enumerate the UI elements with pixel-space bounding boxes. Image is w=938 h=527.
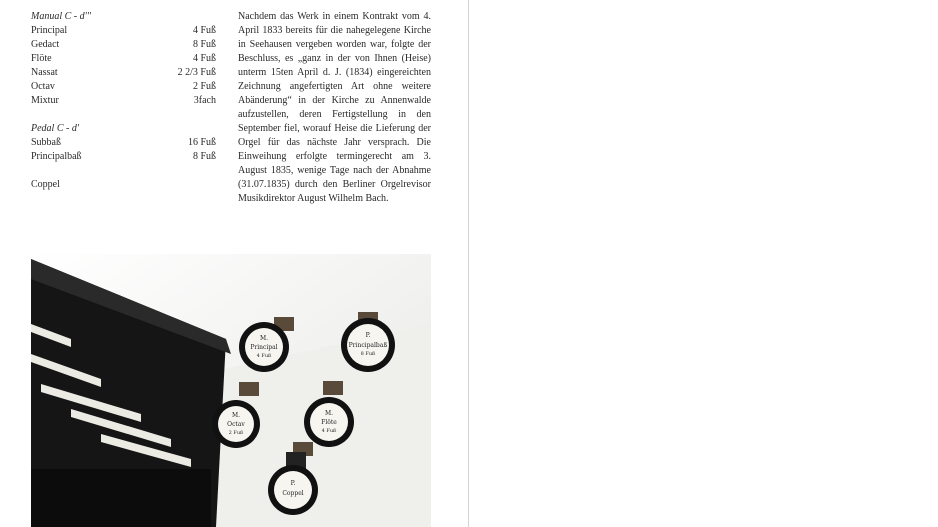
stop-name: Principalbaß bbox=[31, 151, 82, 162]
stop-list bbox=[31, 10, 216, 192]
stop-name: Gedact bbox=[31, 39, 60, 50]
knob-letter: M. bbox=[324, 410, 334, 417]
knob-name: Principal bbox=[250, 344, 278, 351]
stop-size: 2 2/3 Fuß bbox=[177, 67, 216, 78]
stop-size: 4 Fuß bbox=[192, 25, 216, 36]
stop-row bbox=[31, 150, 216, 164]
stop-size: 2 Fuß bbox=[192, 81, 216, 92]
stop-size: 16 Fuß bbox=[187, 137, 216, 148]
knob-letter: P. bbox=[290, 480, 296, 487]
stop-name: Octav bbox=[31, 81, 55, 92]
knob-size: 4 Fuß bbox=[321, 428, 337, 434]
coupler-label: Coppel bbox=[31, 179, 60, 190]
stop-size: 4 Fuß bbox=[192, 53, 216, 64]
knob-name: Flöte bbox=[321, 419, 337, 426]
knob-letter: P. bbox=[365, 332, 371, 339]
stop-name: Principal bbox=[31, 25, 68, 36]
knob-name: Octav bbox=[227, 421, 245, 428]
stop-name: Nassat bbox=[31, 67, 58, 78]
stop-knobs-photo bbox=[31, 254, 431, 527]
stop-row bbox=[31, 80, 216, 94]
stop-knobs-illustration bbox=[31, 254, 431, 527]
knob-name: Coppel bbox=[282, 490, 304, 497]
stop-name: Flöte bbox=[31, 53, 52, 64]
stop-row bbox=[31, 24, 216, 38]
stop-size: 3fach bbox=[193, 95, 216, 106]
stop-size: 8 Fuß bbox=[192, 39, 216, 50]
stop-row bbox=[31, 94, 216, 108]
history-paragraph: Nachdem das Werk in einem Kontrakt vom 4. April 1833 bereits für die nahegelegene Kirche in Seehausen vergeben worden war, folgte der Beschluss, es „ganz in der von Ihnen (Heise) unterm 15ten April d. J. (1834) eingereichten Zeichnung angefertigten Art ohne weitere Abänderung“ in der Kirche zu Annenwalde aufzustellen, deren Fertigstellung in den September fiel, worauf Heise die Lieferung der Orgel für das nächste Jahr versprach. Die Einweihung erfolgte termingerecht am 3. August 1835, wenige Tage nach der Abnahme (31.07.1835) durch den Berliner Orgelrevisor Musikdirektor August Wilhelm Bach. bbox=[238, 11, 431, 204]
knob-name: Principalbaß bbox=[348, 342, 388, 349]
pedal-title: Pedal C - d' bbox=[31, 123, 79, 134]
knob-letter: M. bbox=[259, 335, 269, 342]
knob-size: 8 Fuß bbox=[360, 351, 376, 357]
stop-size: 8 Fuß bbox=[192, 151, 216, 162]
stop-row bbox=[31, 52, 216, 66]
stop-name: Subbaß bbox=[31, 137, 61, 148]
stop-row bbox=[31, 66, 216, 80]
right-page bbox=[469, 0, 938, 527]
knob-size: 2 Fuß bbox=[228, 430, 244, 436]
stop-row bbox=[31, 38, 216, 52]
knob-letter: M. bbox=[231, 412, 241, 419]
stop-name: Mixtur bbox=[31, 95, 59, 106]
knob-size: 4 Fuß bbox=[256, 353, 272, 359]
stop-row bbox=[31, 136, 216, 150]
manual-title: Manual C - d''' bbox=[31, 11, 92, 22]
